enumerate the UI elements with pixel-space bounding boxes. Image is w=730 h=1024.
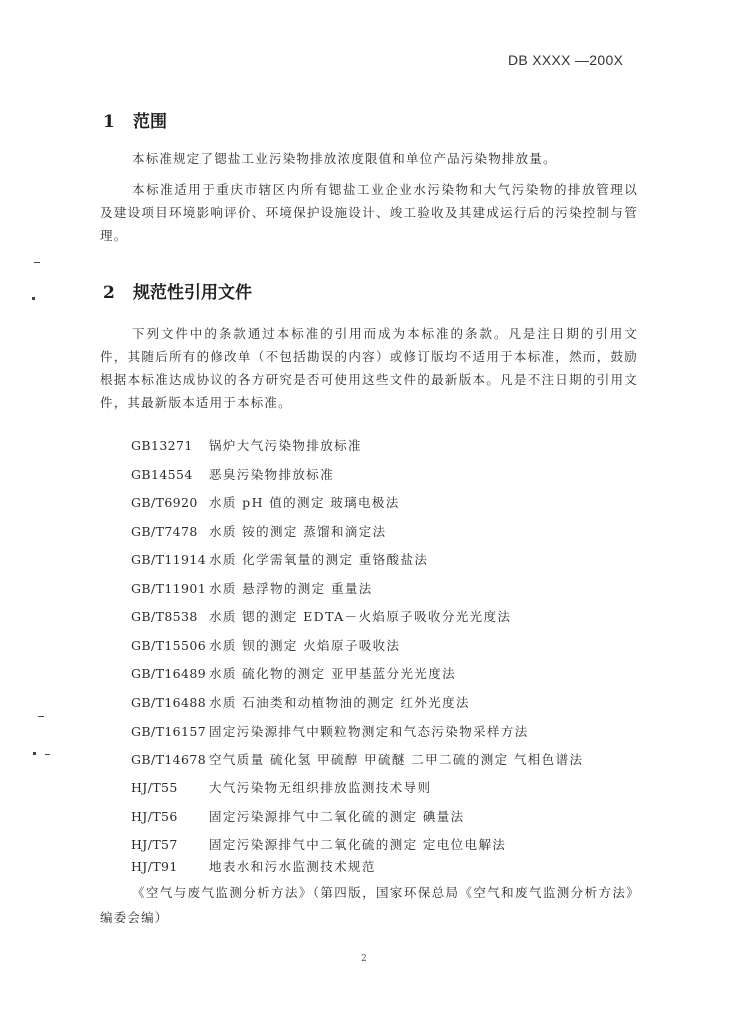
reference-item: [131, 807, 465, 825]
reference-title: 固定污染源排气中二氧化硫的测定 定电位电解法: [209, 837, 507, 852]
section-1-heading: [103, 107, 167, 132]
document-code: DB XXXX —200X: [508, 52, 624, 68]
reference-title: 锅炉大气污染物排放标准: [209, 438, 362, 453]
reference-title: 水质 铵的测定 蒸馏和滴定法: [209, 524, 387, 539]
reference-item: [131, 835, 506, 853]
scan-speck: [32, 297, 35, 300]
reference-item-monitoring-methods: 《空气与废气监测分析方法》（第四版，国家环保总局《空气和废气监测分析方法》编委会编）: [100, 885, 640, 925]
reference-code: GB/T6920: [131, 495, 198, 510]
reference-code: GB/T8538: [131, 609, 198, 624]
reference-title: 大气污染物无组织排放监测技术导则: [209, 780, 432, 795]
reference-code: HJ/T56: [131, 809, 178, 824]
reference-title: 固定污染源排气中颗粒物测定和气态污染物采样方法: [209, 724, 529, 739]
page-number: 2: [361, 954, 367, 964]
reference-title: 水质 钡的测定 火焰原子吸收法: [209, 638, 401, 653]
section-number: 1: [103, 112, 115, 132]
section-2-heading: [103, 278, 252, 303]
reference-item: [131, 636, 400, 654]
section-number: 2: [103, 283, 115, 303]
reference-item: [131, 778, 431, 796]
reference-code: GB/T14678: [131, 752, 207, 767]
reference-code: GB/T7478: [131, 524, 198, 539]
reference-code: HJ/T57: [131, 837, 178, 852]
section-title: 规范性引用文件: [133, 283, 252, 303]
scope-paragraph-2: 本标准适用于重庆市辖区内所有锶盐工业企业水污染物和大气污染物的排放管理以及建设项目环境影响评价、环境保护设施设计、竣工验收及其建成运行后的污染控制与管理。: [100, 182, 638, 243]
reference-item: [131, 579, 373, 597]
scan-speck: [33, 752, 36, 755]
reference-title: 空气质量 硫化氢 甲硫醇 甲硫醚 二甲二硫的测定 气相色谱法: [209, 752, 584, 767]
reference-code: GB/T16157: [131, 724, 207, 739]
reference-item: [131, 607, 511, 625]
reference-item: [131, 493, 400, 511]
scan-speck: [38, 716, 44, 717]
reference-code: GB14554: [131, 467, 193, 482]
reference-code: GB/T15506: [131, 638, 207, 653]
section-title: 范围: [133, 112, 167, 132]
reference-code: HJ/T55: [131, 780, 178, 795]
reference-item: [131, 750, 583, 768]
references-intro-paragraph: 下列文件中的条款通过本标准的引用而成为本标准的条款。凡是注日期的引用文件，其随后所有的修改单（不包括勘误的内容）或修订版均不适用于本标准，然而，鼓励根据本标准达成协议的各方研究是否可使用这些文件的最新版本。凡是不注日期的引用文件，其最新版本适用于本标准。: [100, 326, 638, 410]
reference-code: GB/T11914: [131, 552, 207, 567]
reference-code: GB/T16488: [131, 695, 207, 710]
reference-title: 水质 锶的测定 EDTA－火焰原子吸收分光光度法: [209, 609, 512, 624]
reference-title: 水质 悬浮物的测定 重量法: [209, 581, 373, 596]
reference-title: 水质 硫化物的测定 亚甲基蓝分光光度法: [209, 666, 457, 681]
reference-title: 水质 石油类和动植物油的测定 红外光度法: [209, 695, 470, 710]
reference-title: 水质 pH 值的测定 玻璃电极法: [209, 495, 400, 510]
reference-item: [131, 664, 456, 682]
reference-item: [131, 722, 529, 740]
reference-title: 恶臭污染物排放标准: [209, 467, 335, 482]
scan-speck: [34, 262, 40, 263]
reference-code: GB/T11901: [131, 581, 207, 596]
reference-item: [131, 550, 428, 568]
reference-code: HJ/T91: [131, 859, 178, 874]
reference-item: [131, 857, 376, 875]
scan-speck: [45, 754, 50, 755]
reference-item: [131, 693, 470, 711]
reference-title: 固定污染源排气中二氧化硫的测定 碘量法: [209, 809, 465, 824]
reference-item: [131, 522, 387, 540]
reference-code: GB13271: [131, 438, 193, 453]
reference-title: 地表水和污水监测技术规范: [209, 859, 376, 874]
reference-item: [131, 436, 362, 454]
scope-paragraph-1: 本标准规定了锶盐工业污染物排放浓度限值和单位产品污染物排放量。: [132, 151, 557, 166]
reference-code: GB/T16489: [131, 666, 207, 681]
reference-item: [131, 465, 334, 483]
reference-title: 水质 化学需氧量的测定 重铬酸盐法: [209, 552, 429, 567]
